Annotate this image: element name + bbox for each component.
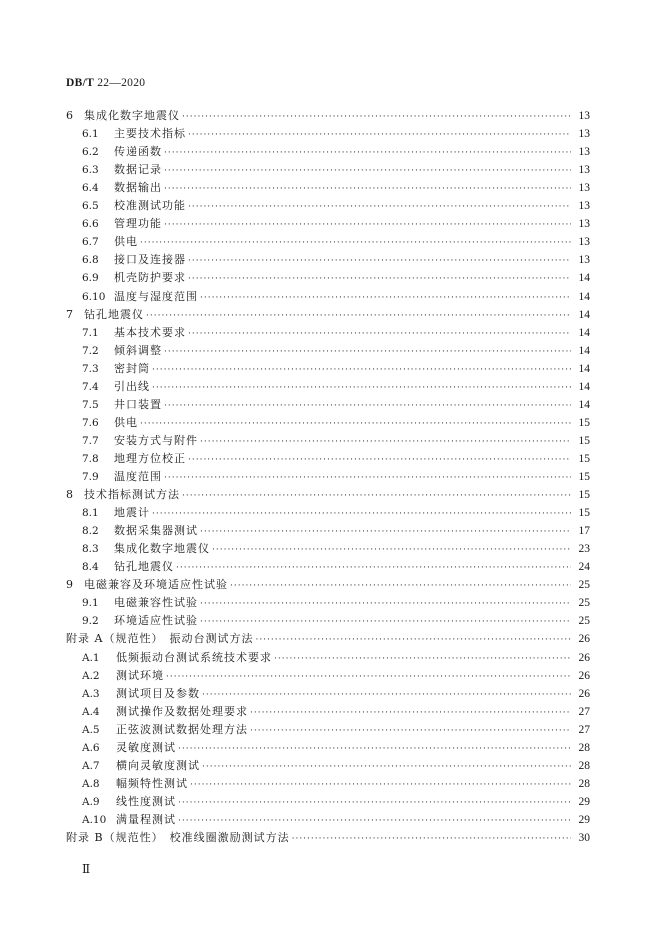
toc-entry-title: 地理方位校正 <box>114 451 186 465</box>
toc-entry[interactable] <box>82 360 590 378</box>
toc-leader-dots <box>188 451 571 469</box>
toc-entry-number: A.10 <box>82 813 107 826</box>
toc-entry[interactable] <box>82 504 590 522</box>
toc-entry[interactable] <box>82 396 590 414</box>
toc-entry-number: 6.2 <box>82 146 99 159</box>
toc-entry-page: 28 <box>578 741 590 754</box>
standard-code-prefix: DB/T <box>66 77 95 89</box>
toc-entry[interactable] <box>66 630 590 648</box>
toc-leader-dots <box>146 307 571 325</box>
toc-entry[interactable] <box>82 594 590 612</box>
toc-entry-page: 13 <box>578 146 590 159</box>
toc-entry-title: 井口装置 <box>114 397 162 411</box>
toc-entry-number: 6.3 <box>82 164 99 177</box>
toc-entry-title: 满量程测试 <box>116 812 176 826</box>
toc-entry[interactable] <box>82 739 590 757</box>
toc-entry[interactable] <box>82 197 590 215</box>
toc-entry-number: 8 <box>66 488 73 502</box>
toc-entry[interactable] <box>82 161 590 179</box>
toc-leader-dots <box>274 650 571 668</box>
toc-leader-dots <box>200 523 571 541</box>
toc-entry[interactable] <box>82 793 590 811</box>
toc-entry-page: 14 <box>578 272 590 285</box>
toc-entry[interactable] <box>82 378 590 396</box>
toc-leader-dots <box>200 613 571 631</box>
toc-entry-title: 集成化数字地震仪 <box>84 109 180 122</box>
toc-leader-dots <box>164 144 571 162</box>
toc-entry-title: 灵敏度测试 <box>116 740 176 754</box>
toc-entry[interactable] <box>82 450 590 468</box>
toc-entry[interactable] <box>82 558 590 576</box>
toc-entry-title: 电磁兼容性试验 <box>114 596 198 610</box>
toc-entry[interactable] <box>82 233 590 251</box>
toc-leader-dots <box>178 812 571 830</box>
toc-entry-page: 17 <box>578 525 590 538</box>
toc-entry[interactable] <box>82 468 590 486</box>
toc-entry-title: 电磁兼容及环境适应性试验 <box>84 578 228 592</box>
toc-entry-page: 13 <box>578 236 590 249</box>
toc-entry-page: 14 <box>578 380 590 393</box>
toc-entry-page: 26 <box>578 633 590 646</box>
toc-entry-title: 传递函数 <box>114 145 162 159</box>
toc-entry-page: 27 <box>578 723 590 736</box>
toc-entry-page: 15 <box>578 489 590 502</box>
toc-entry-page: 15 <box>578 452 590 465</box>
toc-entry-page: 14 <box>578 290 590 303</box>
toc-entry-page: 29 <box>578 795 590 808</box>
toc-entry-title: 校准测试功能 <box>114 199 186 213</box>
toc-leader-dots <box>255 631 571 649</box>
toc-entry-page: 23 <box>578 543 590 556</box>
toc-entry-number: 9.1 <box>82 597 99 610</box>
toc-entry[interactable] <box>82 432 590 450</box>
toc-entry-page: 26 <box>578 651 590 664</box>
toc-entry-title: 引出线 <box>114 379 150 393</box>
toc-entry-number: 附录 A（规范性） <box>66 632 164 646</box>
toc-entry-page: 28 <box>578 759 590 772</box>
toc-entry-title: 线性度测试 <box>116 794 176 808</box>
toc-entry-number: 8.1 <box>82 507 99 520</box>
toc-entry-number: 7.5 <box>82 398 99 411</box>
toc-entry-title: 技术指标测试方法 <box>84 488 180 502</box>
toc-leader-dots <box>200 289 571 307</box>
toc-entry-number: 7.4 <box>82 380 99 393</box>
toc-leader-dots <box>164 469 571 487</box>
toc-entry-number: 6.7 <box>82 236 99 249</box>
toc-entry-number: 7.6 <box>82 416 99 429</box>
toc-entry-number: 7.1 <box>82 326 99 339</box>
toc-entry-number: 6.5 <box>82 200 99 213</box>
toc-entry[interactable] <box>82 522 590 540</box>
toc-entry[interactable] <box>82 215 590 233</box>
toc-entry[interactable] <box>82 251 590 269</box>
toc-entry-title: 测试操作及数据处理要求 <box>116 704 248 718</box>
toc-leader-dots <box>176 559 571 577</box>
toc-entry-title: 振动台测试方法 <box>169 632 254 646</box>
toc-entry-page: 15 <box>578 416 590 429</box>
toc-entry-title: 数据输出 <box>114 181 162 195</box>
toc-entry-title: 钻孔地震仪 <box>114 560 174 574</box>
toc-entry-title: 正弦波测试数据处理方法 <box>116 722 248 736</box>
toc-leader-dots <box>200 433 571 451</box>
toc-entry[interactable] <box>82 667 590 685</box>
toc-leader-dots <box>190 776 571 794</box>
toc-entry-number: 7.7 <box>82 434 99 447</box>
toc-leader-dots <box>230 577 571 595</box>
toc-entry-number: 6.6 <box>82 218 99 231</box>
toc-leader-dots <box>164 343 571 361</box>
toc-entry-number: A.8 <box>82 777 100 790</box>
toc-entry-title: 数据采集器测试 <box>114 524 198 538</box>
toc-entry-page: 14 <box>578 362 590 375</box>
toc-entry-title: 环境适应性试验 <box>114 614 198 628</box>
toc-entry[interactable] <box>82 540 590 558</box>
toc-entry-page: 29 <box>578 813 590 826</box>
toc-entry[interactable] <box>66 576 590 594</box>
toc-entry-number: 6.10 <box>82 290 106 303</box>
toc-entry-page: 24 <box>578 561 590 574</box>
toc-leader-dots <box>152 361 571 379</box>
toc-entry-page: 13 <box>578 110 590 122</box>
toc-entry[interactable] <box>82 775 590 793</box>
toc-entry-title: 基本技术要求 <box>114 325 186 339</box>
toc-entry-page: 13 <box>578 182 590 195</box>
standard-code-number: 22—2020 <box>97 77 146 89</box>
toc-leader-dots <box>164 180 571 198</box>
toc-leader-dots <box>182 487 571 505</box>
toc-entry-title: 接口及连接器 <box>114 253 186 267</box>
toc-leader-dots <box>152 505 571 523</box>
toc-entry[interactable] <box>82 721 590 739</box>
toc-entry-page: 14 <box>578 308 590 321</box>
toc-leader-dots <box>188 325 571 343</box>
toc-entry-page: 13 <box>578 218 590 231</box>
toc-entry-number: 9 <box>66 578 73 592</box>
toc-entry[interactable] <box>82 811 590 829</box>
toc-entry-title: 数据记录 <box>114 163 162 177</box>
toc-entry[interactable] <box>82 703 590 721</box>
toc-entry-title: 密封筒 <box>114 361 150 375</box>
toc-leader-dots <box>202 686 571 704</box>
toc-entry-number: 8.3 <box>82 543 99 556</box>
toc-entry-number: 7.8 <box>82 452 99 465</box>
toc-entry-page: 28 <box>578 777 590 790</box>
toc-leader-dots <box>188 252 571 270</box>
toc-entry-page: 25 <box>578 597 590 610</box>
toc-leader-dots <box>200 595 571 613</box>
toc-leader-dots <box>182 108 571 126</box>
toc-entry-number: 7.2 <box>82 344 99 357</box>
toc-leader-dots <box>164 216 571 234</box>
toc-entry[interactable] <box>82 125 590 143</box>
toc-leader-dots <box>188 126 571 144</box>
toc-leader-dots <box>250 722 571 740</box>
toc-entry[interactable] <box>82 649 590 667</box>
toc-entry-title: 主要技术指标 <box>114 127 186 141</box>
toc-entry-page: 13 <box>578 200 590 213</box>
toc-entry-number: 8.2 <box>82 525 99 538</box>
toc-entry-title: 温度与湿度范围 <box>114 289 198 303</box>
toc-leader-dots <box>178 794 571 812</box>
toc-entry[interactable] <box>82 324 590 342</box>
toc-leader-dots <box>166 668 571 686</box>
toc-entry-number: 7 <box>66 307 73 321</box>
toc-entry[interactable] <box>66 486 590 504</box>
toc-entry-number: 6.1 <box>82 128 99 141</box>
toc-entry-title: 倾斜调整 <box>114 343 162 357</box>
toc-leader-dots <box>140 415 571 433</box>
toc-leader-dots <box>292 830 571 848</box>
toc-entry-page: 27 <box>578 705 590 718</box>
toc-leader-dots <box>164 397 571 415</box>
toc-entry-page: 25 <box>578 579 590 592</box>
toc-entry-page: 14 <box>578 398 590 411</box>
toc-leader-dots <box>152 379 571 397</box>
toc-entry-number: 7.3 <box>82 362 99 375</box>
toc-entry-title: 安装方式与附件 <box>114 433 198 447</box>
toc-entry[interactable] <box>82 269 590 287</box>
toc-entry[interactable] <box>82 612 590 630</box>
document-header <box>66 77 145 89</box>
toc-entry[interactable] <box>82 288 590 306</box>
toc-entry-title: 测试环境 <box>116 668 164 682</box>
toc-leader-dots <box>250 704 571 722</box>
toc-entry-title: 机壳防护要求 <box>114 271 186 285</box>
toc-entry[interactable] <box>82 342 590 360</box>
toc-entry-page: 15 <box>578 507 590 520</box>
toc-entry-page: 25 <box>578 615 590 628</box>
toc-entry-number: 6.9 <box>82 272 99 285</box>
toc-entry-page: 14 <box>578 326 590 339</box>
toc-entry-page: 15 <box>578 471 590 483</box>
toc-entry-title: 幅频特性测试 <box>116 776 188 790</box>
toc-entry-title: 集成化数字地震仪 <box>114 542 210 556</box>
toc-entry-title: 管理功能 <box>114 217 162 231</box>
toc-entry-page: 30 <box>578 832 590 844</box>
toc-entry-title: 供电 <box>114 235 138 249</box>
toc-entry[interactable] <box>66 306 590 324</box>
toc-entry-number: 6.8 <box>82 254 99 267</box>
toc-entry-number: A.3 <box>82 687 100 700</box>
toc-leader-dots <box>212 541 571 559</box>
toc-entry-title: 温度范围 <box>114 470 162 483</box>
toc-entry-page: 13 <box>578 128 590 141</box>
toc-entry-number: A.5 <box>82 723 100 736</box>
toc-entry[interactable] <box>66 107 590 125</box>
toc-entry[interactable] <box>82 179 590 197</box>
toc-entry-page: 14 <box>578 344 590 357</box>
toc-entry-number: A.1 <box>82 651 100 664</box>
toc-leader-dots <box>164 162 571 180</box>
toc-entry-number: 9.2 <box>82 615 99 628</box>
toc-entry-number: A.9 <box>82 795 100 808</box>
toc-entry[interactable] <box>66 829 590 847</box>
toc-entry[interactable] <box>82 143 590 161</box>
toc-leader-dots <box>188 270 571 288</box>
toc-entry-title: 低频振动台测试系统技术要求 <box>116 650 272 664</box>
toc-entry-title: 横向灵敏度测试 <box>116 758 200 772</box>
toc-entry-number: A.6 <box>82 741 100 754</box>
toc-entry-page: 15 <box>578 434 590 447</box>
toc-entry-page: 13 <box>578 254 590 267</box>
toc-entry-page: 26 <box>578 669 590 682</box>
page-number: Ⅱ <box>82 862 91 876</box>
toc-entry-title: 测试项目及参数 <box>116 686 200 700</box>
toc-leader-dots <box>188 198 571 216</box>
toc-entry-title: 校准线圈激励测试方法 <box>169 831 290 844</box>
toc-entry-number: 7.9 <box>82 471 99 483</box>
toc-entry-title: 钻孔地震仪 <box>84 307 144 321</box>
toc-entry[interactable] <box>82 757 590 775</box>
toc-entry-title: 供电 <box>114 415 138 429</box>
toc-leader-dots <box>140 234 571 252</box>
toc-entry-number: 8.4 <box>82 561 99 574</box>
toc-entry-page: 13 <box>578 164 590 177</box>
toc-entry-title: 地震计 <box>114 506 150 520</box>
toc-leader-dots <box>202 758 571 776</box>
toc-entry-number: A.7 <box>82 759 100 772</box>
toc-entry-number: 6 <box>66 109 73 122</box>
toc-entry-number: A.2 <box>82 669 100 682</box>
toc-entry-page: 26 <box>578 687 590 700</box>
toc-entry-number: A.4 <box>82 705 100 718</box>
toc-entry-number: 附录 B（规范性） <box>66 831 164 844</box>
toc-leader-dots <box>178 740 571 758</box>
toc-entry[interactable] <box>82 685 590 703</box>
toc-entry-number: 6.4 <box>82 182 99 195</box>
toc-entry[interactable] <box>82 414 590 432</box>
